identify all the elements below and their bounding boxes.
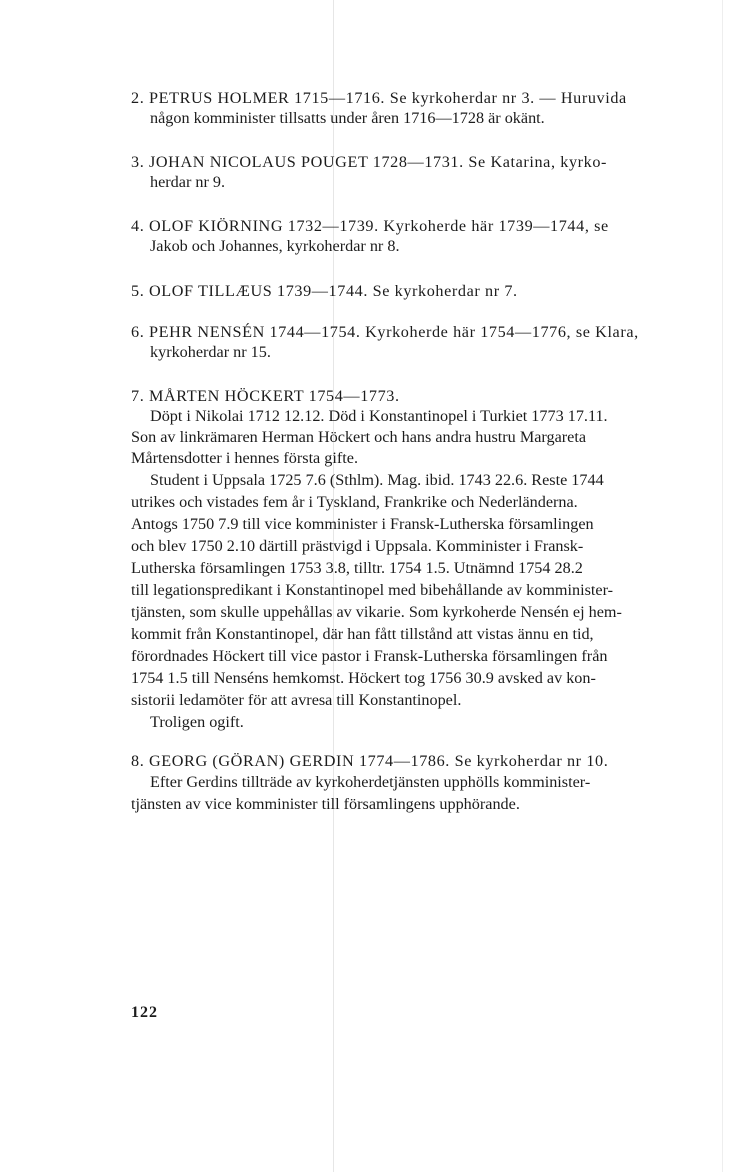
entry-7-p2-line-11: sistorii ledamöter för att avresa till Konstantinopel. (131, 691, 462, 709)
entry-8-p1-line-1: Efter Gerdins tillträde av kyrkoherdetjänsten upphölls komminister- (150, 773, 591, 791)
entry-7-p2-line-7: tjänsten, som skulle uppehållas av vikarie. Som kyrkoherde Nensén ej hem- (131, 603, 622, 621)
entry-7-heading: 7. MÅRTEN HÖCKERT 1754—1773. (131, 387, 400, 405)
entry-3-line-2: herdar nr 9. (150, 173, 226, 191)
entry-7-p2-line-8: kommit från Konstantinopel, där han fått tillstånd att vistas ännu en tid, (131, 625, 594, 643)
entry-6-line-1: 6. PEHR NENSÉN 1744—1754. Kyrkoherde här 1754—1776, se Klara, (131, 323, 639, 341)
entry-3-line-1: 3. JOHAN NICOLAUS POUGET 1728—1731. Se Katarina, kyrko- (131, 153, 608, 171)
page-edge-line (722, 0, 723, 1172)
entry-7-p2-line-4: och blev 1750 2.10 därtill prästvigd i Uppsala. Komminister i Fransk- (131, 537, 584, 555)
entry-7-p2-line-3: Antogs 1750 7.9 till vice komminister i Fransk-Lutherska församlingen (131, 515, 594, 533)
entry-8-p1-line-2: tjänsten av vice komminister till församlingens upphörande. (131, 795, 520, 813)
entry-5-line-1: 5. OLOF TILLÆUS 1739—1744. Se kyrkoherdar nr 7. (131, 282, 518, 300)
entry-7-p1-line-1: Döpt i Nikolai 1712 12.12. Död i Konstantinopel i Turkiet 1773 17.11. (150, 407, 608, 425)
page-number: 122 (131, 1004, 158, 1021)
entry-7-p2-line-6: till legationspredikant i Konstantinopel med bibehållande av komminister- (131, 581, 614, 599)
entry-6-line-2: kyrkoherdar nr 15. (150, 343, 271, 361)
entry-7-p2-line-10: 1754 1.5 till Nenséns hemkomst. Höckert tog 1756 30.9 avsked av kon- (131, 669, 596, 687)
entry-7-p2-line-9: förordnades Höckert till vice pastor i Fransk-Lutherska församlingen från (131, 647, 608, 665)
entry-2-line-2: någon komminister tillsatts under åren 1716—1728 är okänt. (150, 109, 545, 127)
entry-4-line-1: 4. OLOF KIÖRNING 1732—1739. Kyrkoherde här 1739—1744, se (131, 217, 609, 235)
entry-4-line-2: Jakob och Johannes, kyrkoherdar nr 8. (150, 237, 400, 255)
entry-7-p2-line-2: utrikes och vistades fem år i Tyskland, Frankrike och Nederländerna. (131, 493, 578, 511)
entry-7-p2-line-1: Student i Uppsala 1725 7.6 (Sthlm). Mag. ibid. 1743 22.6. Reste 1744 (150, 471, 604, 489)
entry-7-p1-line-3: Mårtensdotter i hennes första gifte. (131, 449, 359, 467)
entry-7-p1-line-2: Son av linkrämaren Herman Höckert och hans andra hustru Margareta (131, 428, 587, 446)
entry-8-heading: 8. GEORG (GÖRAN) GERDIN 1774—1786. Se kyrkoherdar nr 10. (131, 752, 609, 770)
entry-7-p3: Troligen ogift. (150, 713, 244, 731)
entry-7-p2-line-5: Lutherska församlingen 1753 3.8, tilltr. 1754 1.5. Utnämnd 1754 28.2 (131, 559, 583, 577)
entry-2-line-1: 2. PETRUS HOLMER 1715—1716. Se kyrkoherdar nr 3. — Huruvida (131, 89, 627, 107)
